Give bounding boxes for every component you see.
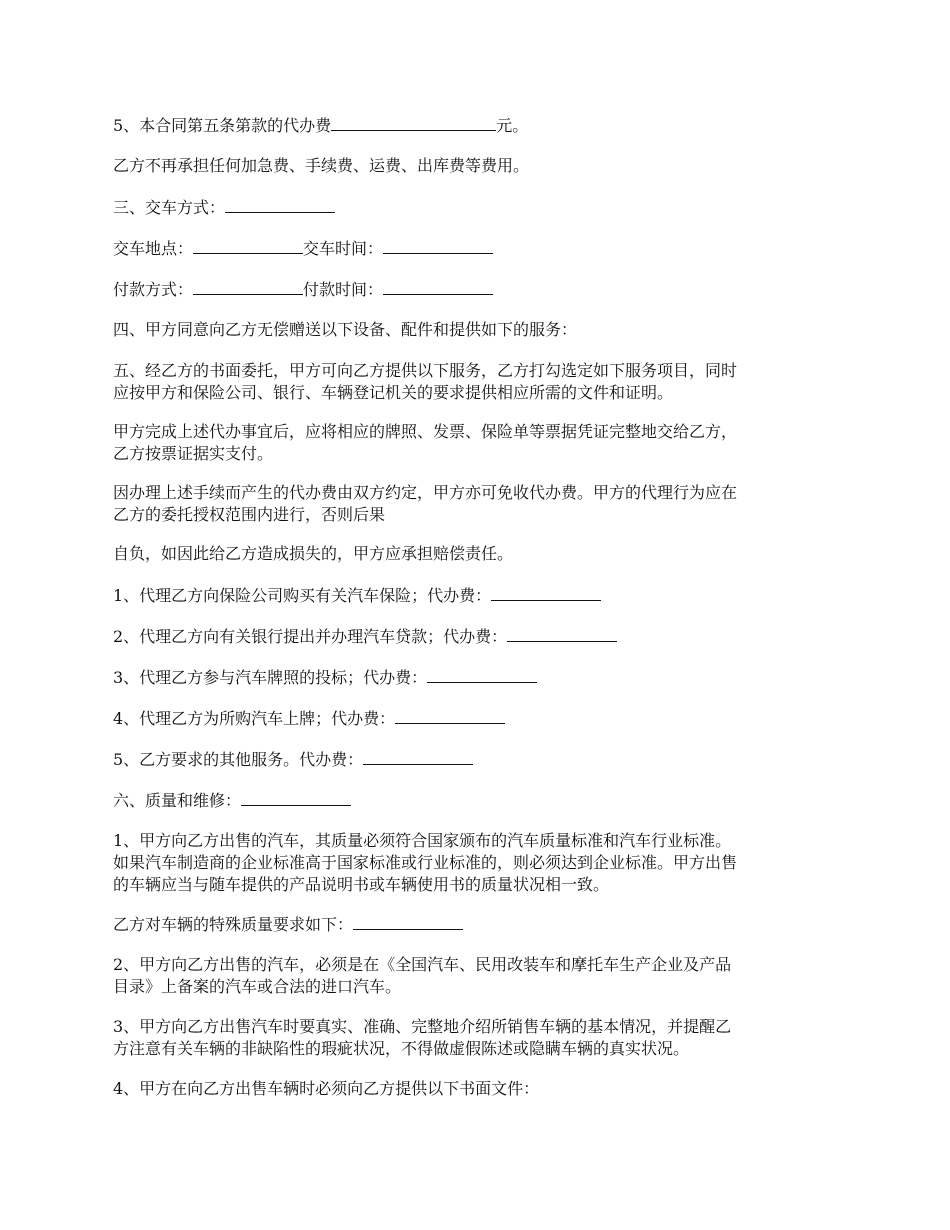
paragraph-payment-method-time — [113, 278, 843, 301]
text-fragment: 付款方式： — [113, 280, 194, 299]
fill-blank — [507, 625, 617, 642]
fill-blank — [241, 789, 351, 806]
heading-quality-maintenance — [113, 789, 843, 812]
fill-blank — [353, 913, 463, 930]
text-line: 应按甲方和保险公司、银行、车辆登记机关的要求提供相应所需的文件和证明。 — [113, 383, 674, 402]
paragraph-delivery-place-time — [113, 237, 843, 260]
paragraph-written-documents: 4、甲方在向乙方出售车辆时必须向乙方提供以下书面文件： — [113, 1079, 540, 1098]
text-fragment: 付款时间： — [303, 280, 384, 299]
fill-blank — [491, 584, 601, 601]
fill-blank — [193, 237, 303, 254]
paragraph-catalog-filing — [113, 954, 843, 998]
text-fragment: 3、代理乙方参与汽车牌照的投标；代办费： — [113, 668, 428, 687]
text-fragment: 5、本合同第五条第款的代办费 — [113, 116, 332, 135]
text-line: 乙方的委托授权范围内进行，否则后果 — [113, 505, 386, 524]
text-line: 3、甲方向乙方出售汽车时要真实、准确、完整地介绍所销售车辆的基本情况，并提醒乙 — [113, 1017, 732, 1036]
paragraph-special-quality — [113, 913, 843, 936]
text-line: 的车辆应当与随车提供的产品说明书或车辆使用书的质量状况相一致。 — [113, 875, 610, 894]
paragraph-agency-fee-article5 — [113, 114, 843, 137]
text-line: 五、经乙方的书面委托，甲方可向乙方提供以下服务，乙方打勾选定如下服务项目，同时 — [113, 361, 738, 380]
paragraph-agency-fee-agreement — [113, 482, 843, 526]
paragraph-no-extra-fees: 乙方不再承担任何加急费、手续费、运费、出库费等费用。 — [113, 156, 530, 175]
text-fragment: 1、代理乙方向保险公司购买有关汽车保险；代办费： — [113, 586, 492, 605]
fill-blank — [383, 278, 493, 295]
paragraph-liability: 自负，如因此给乙方造成损失的，甲方应承担赔偿责任。 — [113, 544, 514, 563]
text-line: 方注意有关车辆的非缺陷性的瑕疵状况，不得做虚假陈述或隐瞒车辆的真实状况。 — [113, 1039, 690, 1058]
list-item-insurance — [113, 584, 843, 607]
text-line: 如果汽车制造商的企业标准高于国家标准或行业标准的，则必须达到企业标准。甲方出售 — [113, 853, 738, 872]
heading-delivery-method — [113, 196, 843, 219]
text-fragment: 六、质量和维修： — [113, 791, 242, 810]
fill-blank — [193, 278, 303, 295]
fill-blank — [225, 196, 335, 213]
text-fragment: 交车时间： — [303, 239, 384, 258]
text-line: 乙方按票证据实支付。 — [113, 444, 274, 463]
text-line: 甲方完成上述代办事宜后，应将相应的牌照、发票、保险单等票据凭证完整地交给乙方， — [113, 422, 738, 441]
text-fragment: 2、代理乙方向有关银行提出并办理汽车贷款；代办费： — [113, 627, 508, 646]
list-item-other-services — [113, 748, 843, 771]
heading-free-gifts-services: 四、甲方同意向乙方无偿赠送以下设备、配件和提供如下的服务： — [113, 320, 578, 339]
text-fragment: 乙方对车辆的特殊质量要求如下： — [113, 915, 354, 934]
text-fragment: 元。 — [496, 116, 529, 135]
fill-blank — [395, 707, 505, 724]
fill-blank — [363, 748, 473, 765]
paragraph-truthful-disclosure — [113, 1016, 843, 1060]
list-item-registration — [113, 707, 843, 730]
text-fragment: 三、交车方式： — [113, 198, 226, 217]
text-line: 因办理上述手续而产生的代办费由双方约定，甲方亦可免收代办费。甲方的代理行为应在 — [113, 483, 738, 502]
list-item-plate-bidding — [113, 666, 843, 689]
paragraph-quality-standards — [113, 830, 843, 896]
list-item-loan — [113, 625, 843, 648]
text-line: 2、甲方向乙方出售的汽车，必须是在《全国汽车、民用改装车和摩托车生产企业及产品 — [113, 955, 732, 974]
paragraph-agency-services — [113, 360, 843, 404]
text-fragment: 5、乙方要求的其他服务。代办费： — [113, 750, 364, 769]
fill-blank — [331, 114, 496, 131]
text-fragment: 4、代理乙方为所购汽车上牌；代办费： — [113, 709, 396, 728]
text-line: 1、甲方向乙方出售的汽车，其质量必须符合国家颁布的汽车质量标准和汽车行业标准。 — [113, 831, 732, 850]
text-line: 目录》上备案的汽车或合法的进口汽车。 — [113, 977, 402, 996]
text-fragment: 交车地点： — [113, 239, 194, 258]
fill-blank — [427, 666, 537, 683]
paragraph-documents-handover — [113, 421, 843, 465]
fill-blank — [383, 237, 493, 254]
